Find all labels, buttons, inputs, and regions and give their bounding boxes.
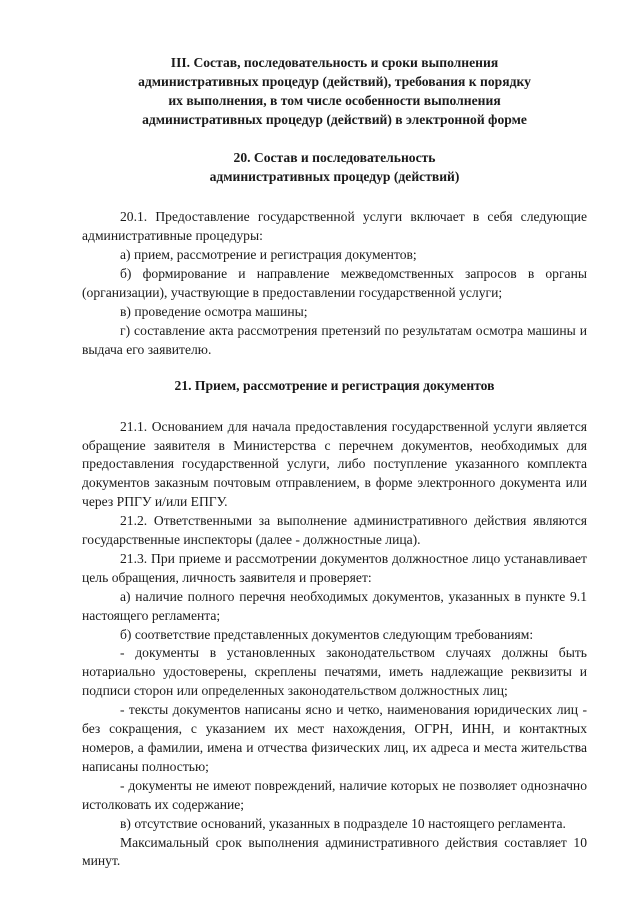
section-title-line: административных процедур (действий) в электронной форме	[142, 111, 527, 127]
list-item-a: а) наличие полного перечня необходимых документов, указанных в пункте 9.1 настоящего регламента;	[82, 588, 587, 623]
section-title	[82, 54, 587, 130]
list-item-dash: - тексты документов написаны ясно и четко, наименования юридических лиц - без сокращения, с указанием их мест нахождения, ОГРН, ИНН, и контактных номеров, а фамилии, имена и отчества физических лиц, их адреса и места жительства написаны полностью;	[82, 702, 587, 774]
paragraph-max-time: Максимальный срок выполнения административного действия составляет 10 минут.	[82, 834, 587, 869]
document-body	[82, 54, 587, 871]
list-item-v: в) проведение осмотра машины;	[120, 303, 308, 319]
list-item-dash: - документы не имеют повреждений, наличие которых не позволяет однозначно истолковать их содержание;	[82, 777, 587, 812]
section-title-line: III. Состав, последовательность и сроки выполнения	[170, 55, 499, 70]
paragraph-21-3: 21.3. При приеме и рассмотрении документов должностное лицо устанавливает цель обращения, личность заявителя и проверяет:	[82, 550, 587, 585]
section-title-line: их выполнения, в том числе особенности выполнения	[168, 92, 501, 108]
list-item-dash: - документы в установленных законодательством случаях должны быть нотариально удостоверены, скреплены печатями, иметь надлежащие реквизиты и подписи сторон или определенных законодательством должностных лиц;	[82, 645, 587, 699]
subsection-20-title	[82, 149, 587, 187]
subsection-21-title: 21. Прием, рассмотрение и регистрация документов	[174, 377, 495, 393]
list-item-g: г) составление акта рассмотрения претензий по результатам осмотра машины и выдача его заявителю.	[82, 322, 587, 357]
subsection-20-title-line: 20. Состав и последовательность	[233, 149, 436, 165]
section-title-line: административных процедур (действий), требования к порядку	[138, 73, 531, 89]
list-item-a: а) прием, рассмотрение и регистрация документов;	[120, 247, 417, 263]
paragraph-21-1: 21.1. Основанием для начала предоставления государственной услуги является обращение заявителя в Министерства с перечнем документов, необходимых для предоставления государственной услуги, либо поступление указанного комплекта документов заказным почтовым отправлением, в форме электронного документа или через РПГУ и/или ЕПГУ.	[82, 418, 587, 510]
paragraph-21-2: 21.2. Ответственными за выполнение административного действия являются государственные инспекторы (далее - должностные лица).	[82, 513, 587, 548]
list-item-v: в) отсутствие оснований, указанных в подразделе 10 настоящего регламента.	[120, 815, 566, 831]
paragraph-20-1: 20.1. Предоставление государственной услуги включает в себя следующие административные процедуры:	[82, 209, 587, 244]
subsection-20-title-line: административных процедур (действий)	[209, 168, 460, 184]
list-item-b: б) соответствие представленных документов следующим требованиям:	[120, 626, 534, 642]
list-item-b: б) формирование и направление межведомственных запросов в органы (организации), участвующие в предоставлении государственной услуги;	[82, 266, 587, 301]
